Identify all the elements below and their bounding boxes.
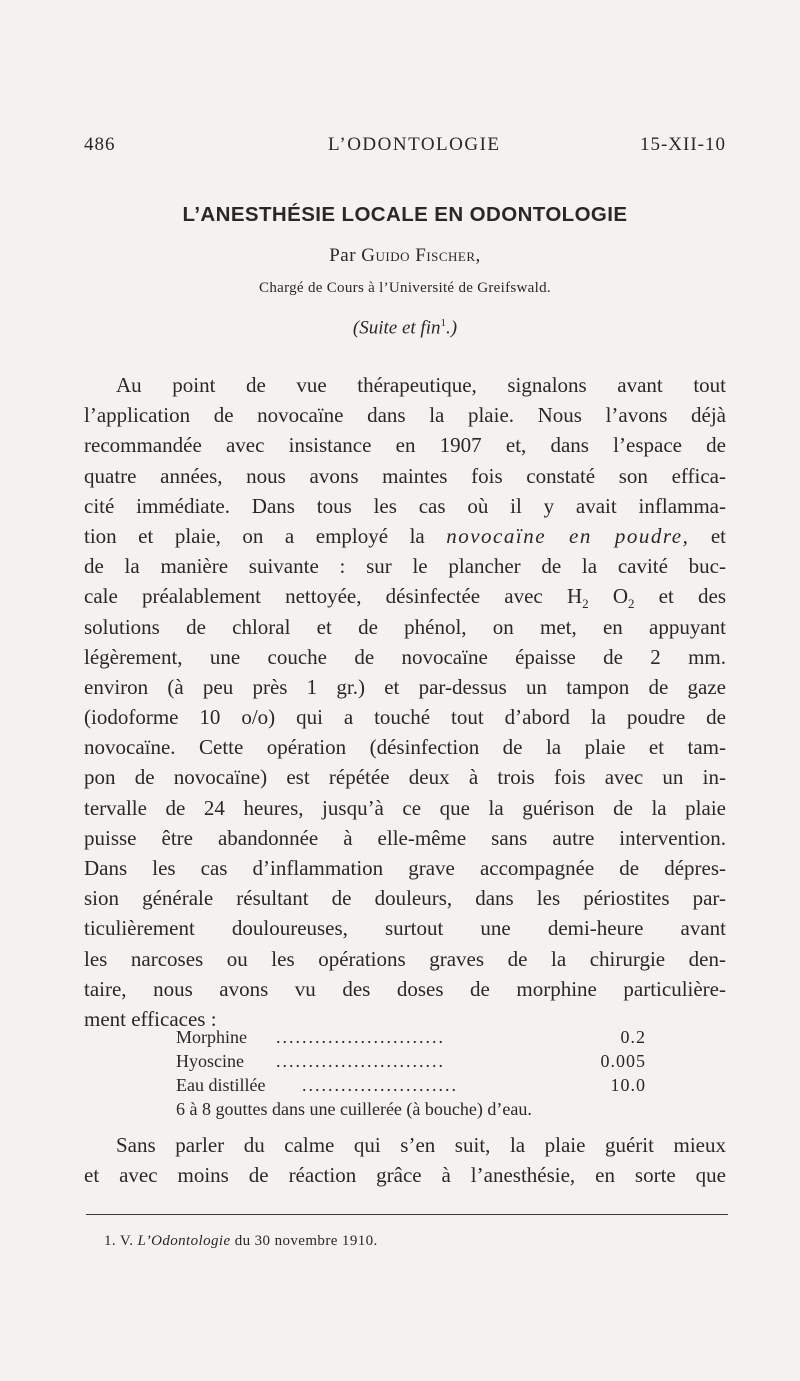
text-line: taire, nous avons vu des doses de morphine particulière-: [84, 976, 726, 1001]
text-line: légèrement, une couche de novocaïne épaisse de 2 mm.: [84, 644, 726, 669]
text-line: Sans parler du calme qui s’en suit, la plaie guérit mieux: [116, 1133, 726, 1157]
text-line-emphasis: [84, 521, 726, 551]
author-name: Guido Fischer,: [361, 245, 481, 266]
footnote-marker: 1: [440, 317, 446, 329]
author-prefix: Par: [329, 245, 357, 266]
text-line-formula: [84, 581, 726, 611]
text-line: sion générale résultant de douleurs, dans les périostites par-: [84, 886, 726, 911]
text-line: l’application de novocaïne dans la plaie. Nous l’avons déjà: [84, 403, 726, 428]
prescription-row: [176, 1049, 646, 1073]
formula-o: O: [612, 584, 628, 609]
text-line: les narcoses ou les opérations graves de la chirurgie den-: [84, 946, 726, 971]
text-line: ticulièrement douloureuses, surtout une demi-heure avant: [84, 916, 726, 941]
article-author: [84, 245, 726, 267]
leader-dots: ..........................: [276, 1027, 445, 1047]
formula-h-sub: 2: [582, 596, 589, 612]
page-number: 486: [84, 134, 116, 155]
text-line: Au point de vue thérapeutique, signalons avant tout: [116, 373, 726, 397]
text-segment: tion et plaie, on a employé la: [84, 523, 425, 548]
ingredient-name: Eau distillée: [176, 1075, 266, 1095]
author-affiliation: Chargé de Cours à l’Université de Greifswald.: [259, 280, 551, 296]
ingredient-name: Morphine: [176, 1027, 247, 1047]
paragraph-2: [84, 1130, 726, 1190]
text-line: ment efficaces :: [84, 1006, 217, 1031]
formula-o-sub: 2: [627, 596, 635, 612]
text-segment: et des: [658, 584, 727, 609]
prescription-note-row: [176, 1097, 646, 1121]
footnote-journal: L’Odontologie: [137, 1233, 231, 1249]
issue-date: 15-XII-10: [639, 134, 726, 155]
article-title: L’ANESTHÉSIE LOCALE EN ODONTOLOGIE: [182, 203, 628, 226]
text-line: cité immédiate. Dans tous les cas où il y avait inflamma-: [84, 493, 726, 518]
prescription-row: [176, 1025, 646, 1049]
footnote-divider: [86, 1214, 728, 1215]
text-segment: cale préalablement nettoyée, désinfectée avec: [84, 584, 543, 609]
text-line: recommandée avec insistance en 1907 et, dans l’espace de: [84, 433, 726, 458]
footnote: [104, 1233, 378, 1250]
text-line: Dans les cas d’inflammation grave accompagnée de dépres-: [84, 856, 726, 880]
text-line: puisse être abandonnée à elle-même sans autre intervention.: [84, 825, 726, 850]
leader-dots: ..........................: [276, 1051, 445, 1071]
text-line: (iodoforme 10 o/o) qui a touché tout d’abord la poudre de: [84, 705, 726, 730]
leader-dots: ........................: [302, 1075, 458, 1095]
ingredient-name: Hyoscine: [176, 1051, 244, 1071]
journal-name: L’ODONTOLOGIE: [328, 134, 501, 155]
paragraph-1: [84, 370, 726, 1034]
text-line: solutions de chloral et de phénol, on met, en appuyant: [84, 614, 726, 639]
continuation-close: .): [446, 317, 458, 339]
chemical-formula: [566, 584, 635, 612]
prescription-block: [176, 1025, 646, 1121]
text-line: et avec moins de réaction grâce à l’anesthésie, en sorte que: [84, 1163, 726, 1188]
ingredient-dose: 10.0: [610, 1075, 646, 1095]
ingredient-dose: 0.2: [620, 1027, 646, 1047]
text-line: tervalle de 24 heures, jusqu’à ce que la guérison de la plaie: [84, 795, 726, 820]
formula-h: H: [566, 584, 583, 609]
footnote-text: du 30 novembre 1910.: [234, 1233, 378, 1249]
footnote-number: 1. V.: [104, 1233, 134, 1249]
text-line: pon de novocaïne) est répétée deux à trois fois avec un in-: [84, 765, 726, 790]
text-line: de la manière suivante : sur le plancher de la cavité buc-: [84, 554, 726, 579]
text-line: quatre années, nous avons maintes fois constaté son effica-: [84, 463, 726, 488]
text-line: novocaïne. Cette opération (désinfection de la plaie et tam-: [84, 735, 726, 760]
continuation-text: (Suite et fin: [352, 317, 441, 339]
running-head: [84, 134, 726, 160]
dosage-instruction: 6 à 8 gouttes dans une cuillerée (à bouche) d’eau.: [176, 1099, 532, 1119]
ingredient-dose: 0.005: [600, 1051, 646, 1071]
continuation-note: [84, 317, 726, 339]
text-line: environ (à peu près 1 gr.) et par-dessus un tampon de gaze: [84, 674, 726, 699]
text-segment: et: [710, 523, 727, 548]
emphasis-text: novocaïne en poudre,: [446, 523, 690, 548]
prescription-row: [176, 1073, 646, 1097]
